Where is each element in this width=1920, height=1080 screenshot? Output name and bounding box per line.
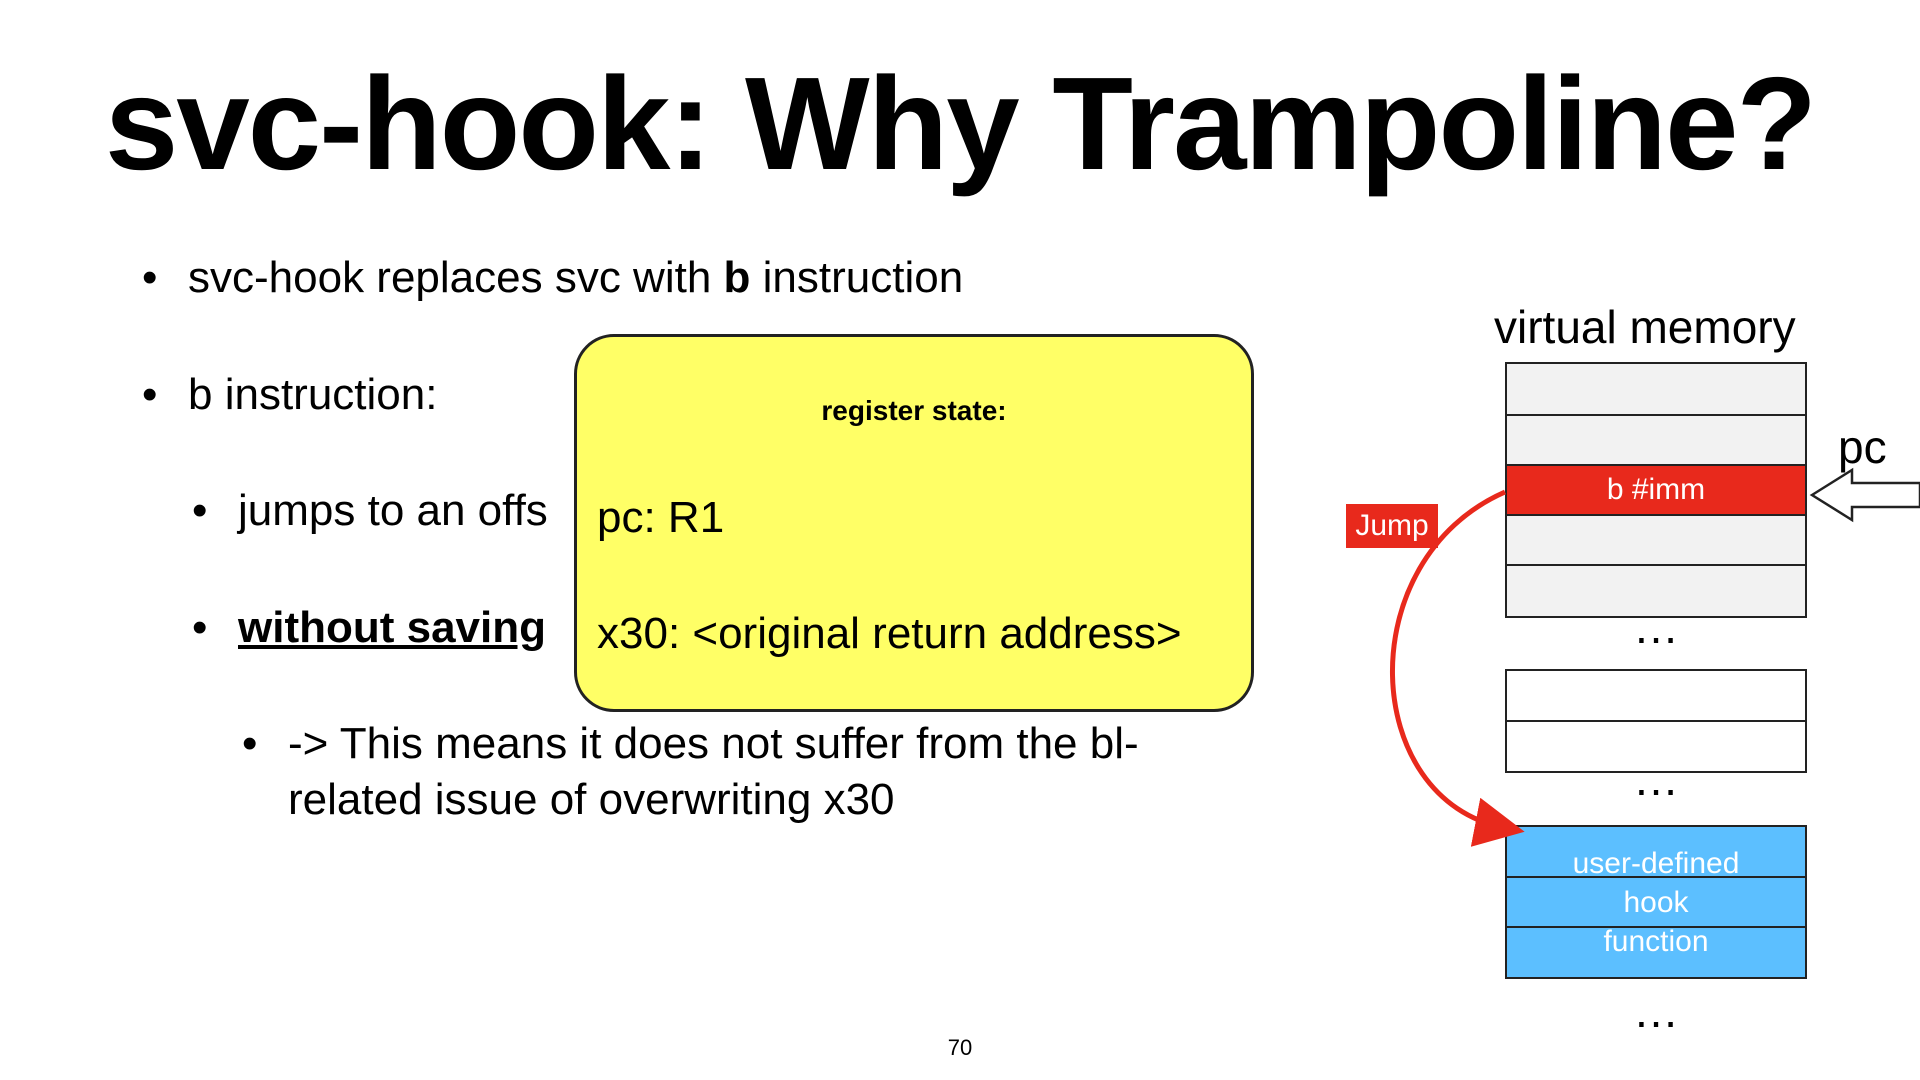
memory-ellipsis: … [1633, 985, 1679, 1037]
bullet-dot: • [142, 253, 158, 302]
page-number: 70 [947, 1035, 973, 1060]
pc-label: pc [1838, 421, 1887, 473]
bullet-text: svc-hook replaces svc with [188, 253, 724, 302]
bullet-text: b instruction: [188, 370, 438, 419]
bullet-dot: • [192, 486, 208, 535]
bullet-dot: • [192, 603, 208, 652]
bullet-text-end: instruction [750, 253, 964, 302]
jump-label: Jump [1346, 504, 1438, 548]
memory-cell-instruction: b #imm [1505, 464, 1807, 516]
bullet-text-line2: related issue of overwriting x30 [288, 775, 895, 824]
popup-title: register state: [821, 395, 1007, 426]
memory-ellipsis: … [1633, 753, 1679, 805]
popup-pc-line: pc: R1 [597, 493, 725, 542]
popup-x30-line: x30: <original return address> [597, 609, 1182, 658]
bullet-dot: • [242, 719, 258, 768]
bullet-text-line1: -> This means it does not suffer from the bl- [288, 719, 1139, 768]
pc-pointer-arrow [1812, 470, 1920, 520]
hook-label-line1: user-defined [1572, 847, 1740, 880]
virtual-memory-title: virtual memory [1494, 301, 1796, 353]
jump-arrow [1392, 492, 1505, 828]
hook-label-line3: function [1603, 925, 1709, 958]
hook-label-line2: hook [1623, 886, 1689, 919]
bullet-text-underlined: without saving [238, 603, 546, 652]
memory-ellipsis: … [1633, 601, 1679, 653]
slide-title: svc-hook: Why Trampoline? [104, 50, 1816, 197]
bullet-text: jumps to an offs [238, 486, 548, 535]
bullet-dot: • [142, 370, 158, 419]
bullet-bold-b: b [723, 253, 751, 302]
